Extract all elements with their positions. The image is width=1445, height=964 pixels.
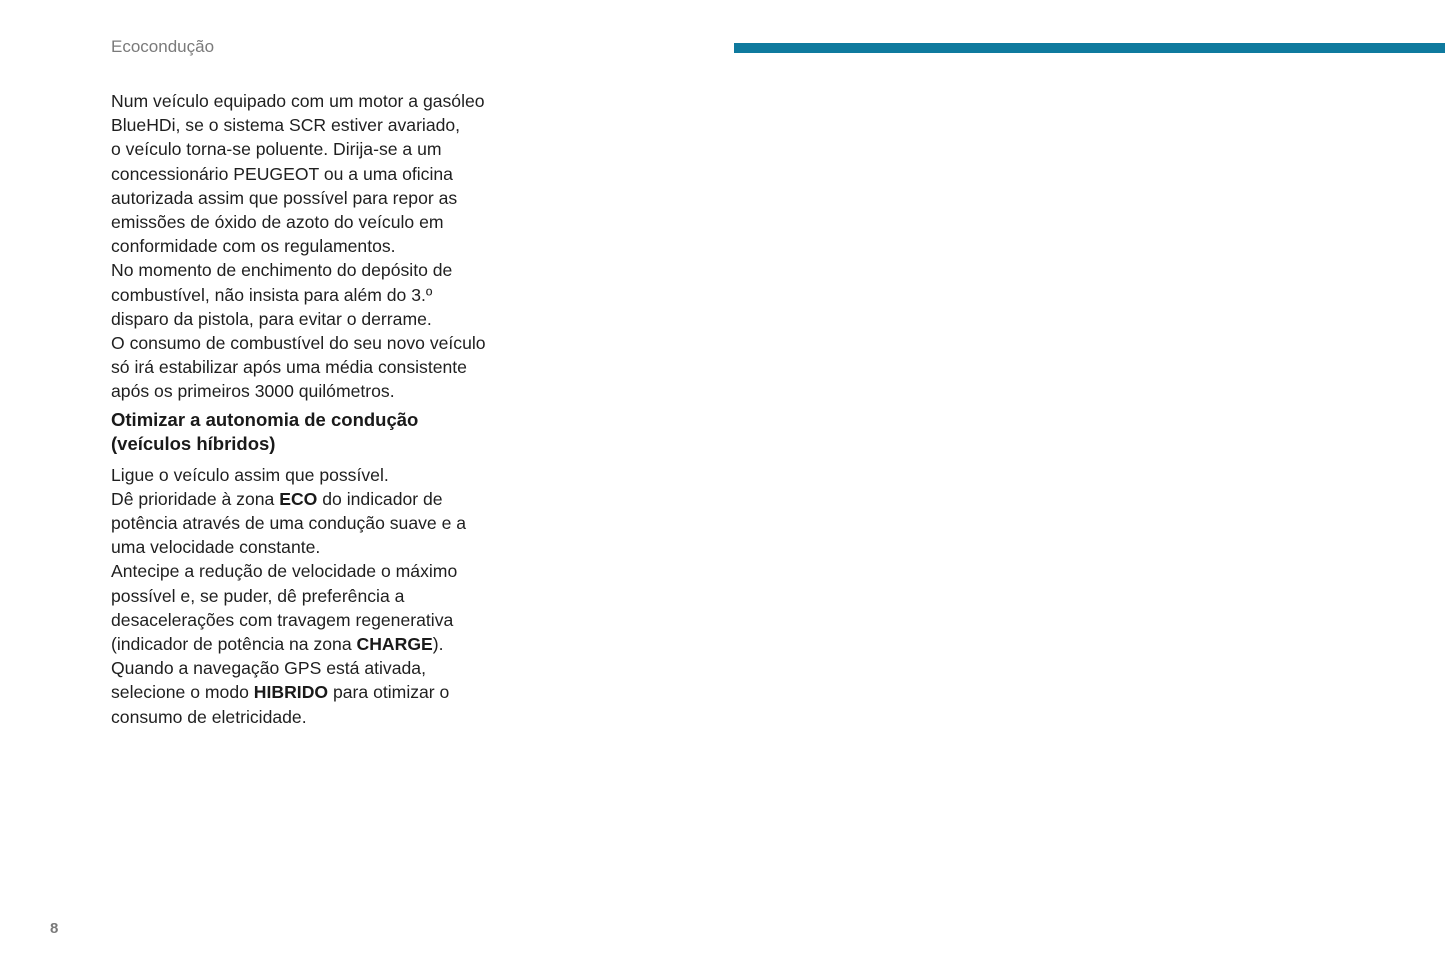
text-segment: Dê prioridade à zona [111,488,280,509]
hibrido-label: HIBRIDO [253,682,329,703]
text-segment: ). [432,634,444,655]
paragraph-refuelling: No momento de enchimento do depósito de combustível, não insista para além do 3.º disparo da pistola, para evitar o derrame. [111,260,453,329]
paragraph-scr-warning: Num veículo equipado com um motor a gasóleo BlueHDi, se o sistema SCR estiver avariado, o veículo torna-se poluente. Dirija-se a um concessionário PEUGEOT ou a uma oficina autorizada assim que possível para repor as emissões de óxido de azoto do veículo em conformidade com os regulamentos. [111,91,485,257]
paragraph-charge-zone [111,559,531,656]
text-segment: Quando a navegação GPS está ativada, selecione o modo [111,658,426,703]
section-title: Ecocondução [111,37,215,56]
paragraph-hybrid-mode [111,656,531,729]
text-segment: Antecipe a redução de velocidade o máximo possível e, se puder, dê preferência a desacelerações com travagem regenerativa (indicador de potência na zona [111,561,458,655]
page-number: 8 [50,920,59,937]
main-text-column [111,89,531,729]
text-segment: do indicador de potência através de uma condução suave e a uma velocidade constante. [111,488,467,558]
charge-label: CHARGE [356,634,433,655]
paragraph-start-vehicle: Ligue o veículo assim que possível. [111,464,389,485]
section-heading-hybrid: Otimizar a autonomia de condução (veículos híbridos) [111,408,419,455]
header-accent-bar [734,43,1445,53]
paragraph-consumption: O consumo de combustível do seu novo veículo só irá estabilizar após uma média consistente após os primeiros 3000 quilómetros. [111,333,486,402]
text-segment: para otimizar o consumo de eletricidade. [111,682,450,727]
eco-label: ECO [279,488,318,509]
paragraph-eco-zone [111,487,531,560]
